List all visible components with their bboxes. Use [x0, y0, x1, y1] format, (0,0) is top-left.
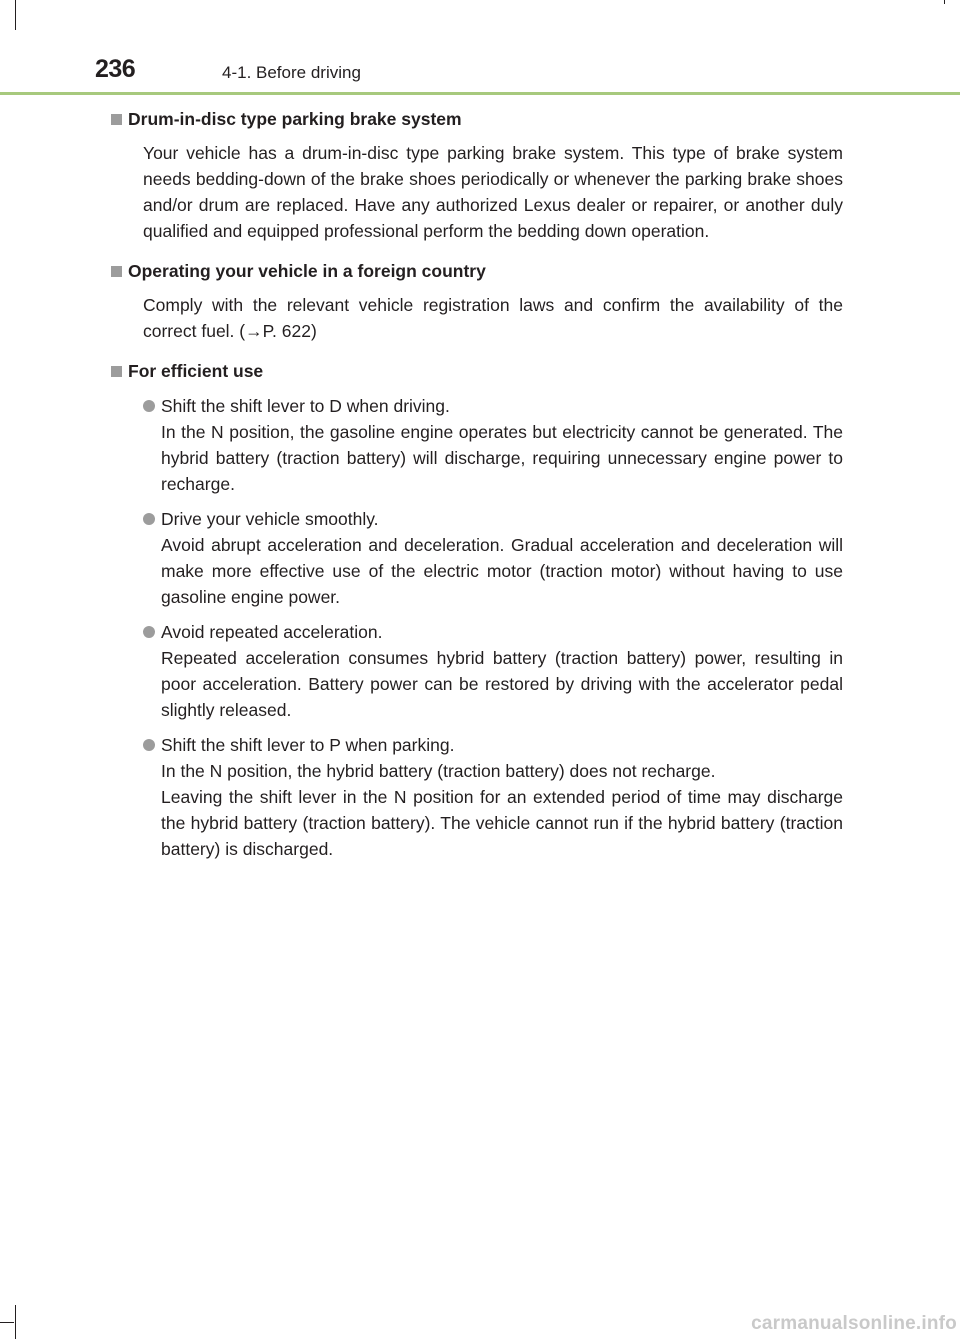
- section-heading: [111, 358, 843, 384]
- round-bullet-icon: [143, 513, 155, 525]
- item-text: Leaving the shift lever in the N position for an extended period of time may discharge the hybrid battery (traction battery). The vehicle cannot run if the hybrid battery (traction battery) is discharged.: [161, 787, 843, 859]
- list-item: [143, 506, 843, 610]
- square-bullet-icon: [111, 266, 122, 277]
- list-item: [143, 393, 843, 497]
- paragraph: Your vehicle has a drum-in-disc type parking brake system. This type of brake system needs bedding-down of the brake shoes periodically or whenever the parking brake shoes and/or drum are replaced. Have any authorized Lexus dealer or repairer, or another duly qualified and equipped professional perform the bedding down operation.: [143, 143, 843, 241]
- crop-mark-bottom-left-h: [0, 1322, 14, 1323]
- paragraph: Comply with the relevant vehicle registration laws and confirm the availability of the correct fuel. (→P. 622): [143, 295, 843, 341]
- section-efficient-use: [127, 358, 843, 862]
- crop-mark-bottom-left-v: [15, 1305, 16, 1339]
- main-content: [127, 106, 843, 876]
- crop-mark-top-right-v: [944, 0, 945, 4]
- header-rule: [0, 92, 960, 95]
- section-heading: [111, 258, 843, 284]
- item-text: Repeated acceleration consumes hybrid battery (traction battery) power, resulting in poor acceleration. Battery power can be restored by driving with the accelerator pedal slightly released.: [161, 648, 843, 720]
- section-parking-brake: [127, 106, 843, 244]
- round-bullet-icon: [143, 626, 155, 638]
- section-heading: [111, 106, 843, 132]
- watermark[interactable]: carmanualsonline.info: [751, 1313, 957, 1334]
- heading-text: Operating your vehicle in a foreign country: [128, 261, 486, 281]
- heading-text: Drum-in-disc type parking brake system: [128, 109, 462, 129]
- item-lead: Drive your vehicle smoothly.: [161, 509, 379, 529]
- list-item: [143, 732, 843, 862]
- item-lead: Shift the shift lever to D when driving.: [161, 396, 450, 416]
- round-bullet-icon: [143, 739, 155, 751]
- section-foreign-country: [127, 258, 843, 344]
- item-lead: Shift the shift lever to P when parking.: [161, 735, 455, 755]
- item-text: Avoid abrupt acceleration and deceleration. Gradual acceleration and deceleration will make more effective use of the electric motor (traction motor) without having to use gasoline engine power.: [161, 535, 843, 607]
- page-number: 236: [95, 55, 136, 83]
- heading-text: For efficient use: [128, 361, 264, 381]
- square-bullet-icon: [111, 114, 122, 125]
- round-bullet-icon: [143, 400, 155, 412]
- square-bullet-icon: [111, 366, 122, 377]
- item-lead: Avoid repeated acceleration.: [161, 622, 383, 642]
- item-text: In the N position, the gasoline engine operates but electricity cannot be generated. The hybrid battery (traction battery) will discharge, requiring unnecessary engine power to recharge.: [161, 422, 843, 494]
- section-title: 4-1. Before driving: [222, 63, 361, 82]
- crop-mark-top-left-v: [15, 0, 16, 30]
- list-item: [143, 619, 843, 723]
- item-text: In the N position, the hybrid battery (traction battery) does not recharge.: [161, 761, 716, 781]
